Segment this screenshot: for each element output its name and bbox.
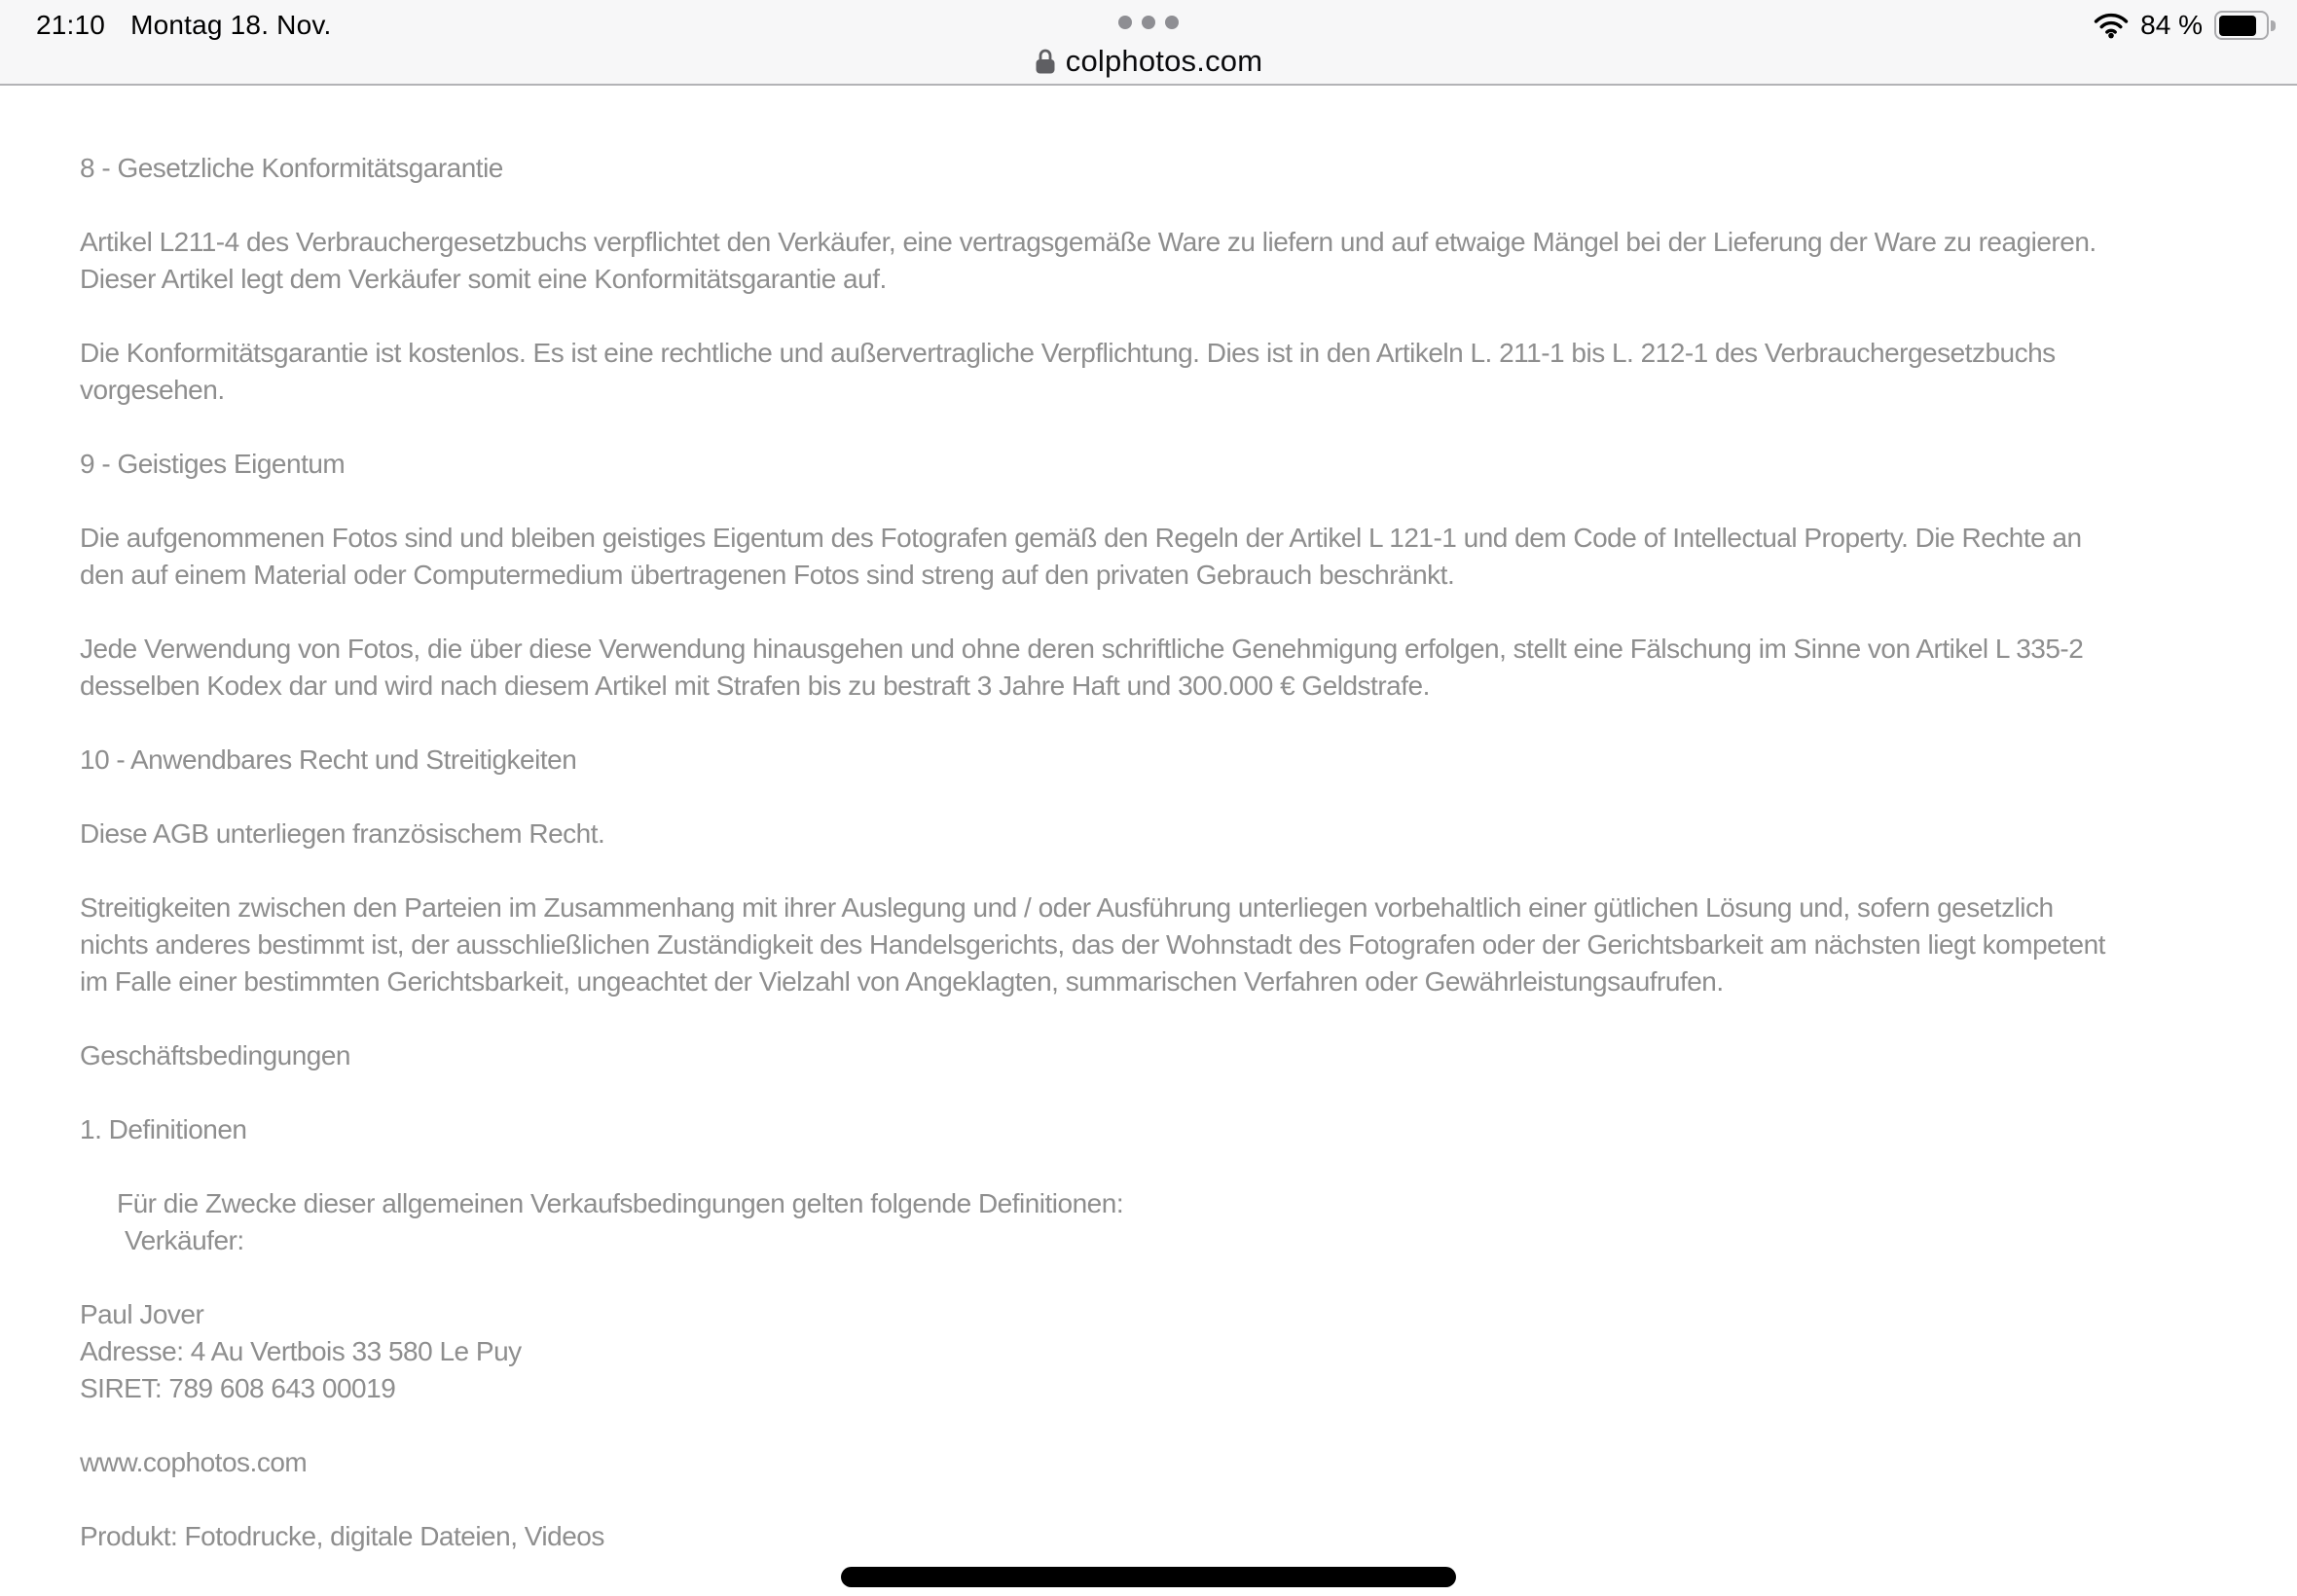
text-line: Die aufgenommenen Fotos sind und bleiben geistiges Eigentum des Fotografen gemäß den Regeln der Artikel L 121-1 und dem Code of Intellectual Property. Die Rechte an: [80, 523, 2082, 553]
paragraph: [80, 520, 2229, 594]
url-domain: colphotos.com: [1065, 44, 1263, 78]
text-line: den auf einem Material oder Computermedium übertragenen Fotos sind streng auf den privaten Gebrauch beschränkt.: [80, 560, 1455, 590]
dot: [1165, 16, 1179, 29]
text-line: Die Konformitätsgarantie ist kostenlos. Es ist eine rechtliche und außervertragliche Verpflichtung. Dies ist in den Artikeln L. 211-1 bis L. 212-1 des Verbrauchergesetzbuchs: [80, 338, 2056, 368]
wifi-icon: [2094, 12, 2129, 39]
paragraph: [80, 1111, 2229, 1148]
home-indicator[interactable]: [841, 1567, 1456, 1587]
text-line: vorgesehen.: [80, 375, 225, 405]
text-line: Verkäufer:: [125, 1225, 244, 1255]
text-line: nichts anderes bestimmt ist, der ausschließlichen Zuständigkeit des Handelsgerichts, das der Wohnstadt des Fotografen oder der Gerichtsbarkeit am nächsten liegt kompetent: [80, 929, 2105, 960]
text-line: Produkt: Fotodrucke, digitale Dateien, Videos: [80, 1521, 604, 1551]
text-line: Artikel L211-4 des Verbrauchergesetzbuchs verpflichtet den Verkäufer, eine vertragsgemäße Ware zu liefern und auf etwaige Mängel bei der Lieferung der Ware zu reagieren.: [80, 227, 2096, 257]
text-line: Streitigkeiten zwischen den Parteien im Zusammenhang mit ihrer Auslegung und / oder Ausführung unterliegen vorbehaltlich einer gütlichen Lösung und, sofern gesetzlich: [80, 892, 2054, 923]
browser-top-bar: [0, 0, 2297, 86]
text-line: www.cophotos.com: [80, 1447, 308, 1477]
text-line: im Falle einer bestimmten Gerichtsbarkeit, ungeachtet der Vielzahl von Angeklagten, summarischen Verfahren oder Gewährleistungsaufrufen.: [80, 966, 1724, 997]
text-line: 9 - Geistiges Eigentum: [80, 449, 346, 479]
dot: [1118, 16, 1132, 29]
paragraph: [80, 816, 2229, 852]
paragraph: [80, 224, 2229, 298]
paragraph: [80, 1185, 2229, 1259]
text-line: 1. Definitionen: [80, 1114, 247, 1144]
address-bar[interactable]: [0, 41, 2297, 82]
text-line: Für die Zwecke dieser allgemeinen Verkaufsbedingungen gelten folgende Definitionen:: [117, 1188, 1124, 1218]
text-line: Adresse: 4 Au Vertbois 33 580 Le Puy: [80, 1336, 522, 1366]
paragraph: [80, 1518, 2229, 1555]
battery-fill: [2219, 16, 2257, 36]
text-line: 8 - Gesetzliche Konformitätsgarantie: [80, 153, 503, 183]
paragraph: [80, 335, 2229, 409]
text-line: Paul Jover: [80, 1299, 204, 1329]
text-line: Geschäftsbedingungen: [80, 1040, 350, 1070]
text-line: Jede Verwendung von Fotos, die über diese Verwendung hinausgehen und ohne deren schriftliche Genehmigung erfolgen, stellt eine Fälschung im Sinne von Artikel L 335-2: [80, 634, 2084, 664]
text-line: Dieser Artikel legt dem Verkäufer somit eine Konformitätsgarantie auf.: [80, 264, 887, 294]
section-heading: [80, 446, 2229, 483]
lock-icon: [1035, 48, 1056, 75]
page-content: [80, 88, 2229, 1596]
paragraph: [80, 889, 2229, 1000]
status-date: Montag 18. Nov.: [130, 10, 332, 40]
section-heading: [80, 150, 2229, 187]
text-line: Diese AGB unterliegen französischem Recht.: [80, 818, 605, 849]
paragraph: [80, 1444, 2229, 1481]
text-line: SIRET: 789 608 643 00019: [80, 1373, 396, 1403]
battery-nub: [2271, 20, 2276, 31]
text-line: 10 - Anwendbares Recht und Streitigkeiten: [80, 744, 577, 775]
section-heading: [80, 742, 2229, 779]
status-time: 21:10: [36, 10, 106, 40]
battery-icon: [2214, 11, 2276, 40]
battery-percent: 84 %: [2140, 10, 2203, 40]
paragraph: [80, 1037, 2229, 1074]
paragraph: [80, 1296, 2229, 1407]
dot: [1142, 16, 1155, 29]
multitasking-dots-icon[interactable]: [1118, 16, 1179, 29]
status-bar-left: [36, 10, 331, 41]
text-line: desselben Kodex dar und wird nach diesem Artikel mit Strafen bis zu bestraft 3 Jahre Haft und 300.000 € Geldstrafe.: [80, 671, 1430, 701]
paragraph: [80, 631, 2229, 705]
status-bar-right: [2094, 10, 2276, 41]
